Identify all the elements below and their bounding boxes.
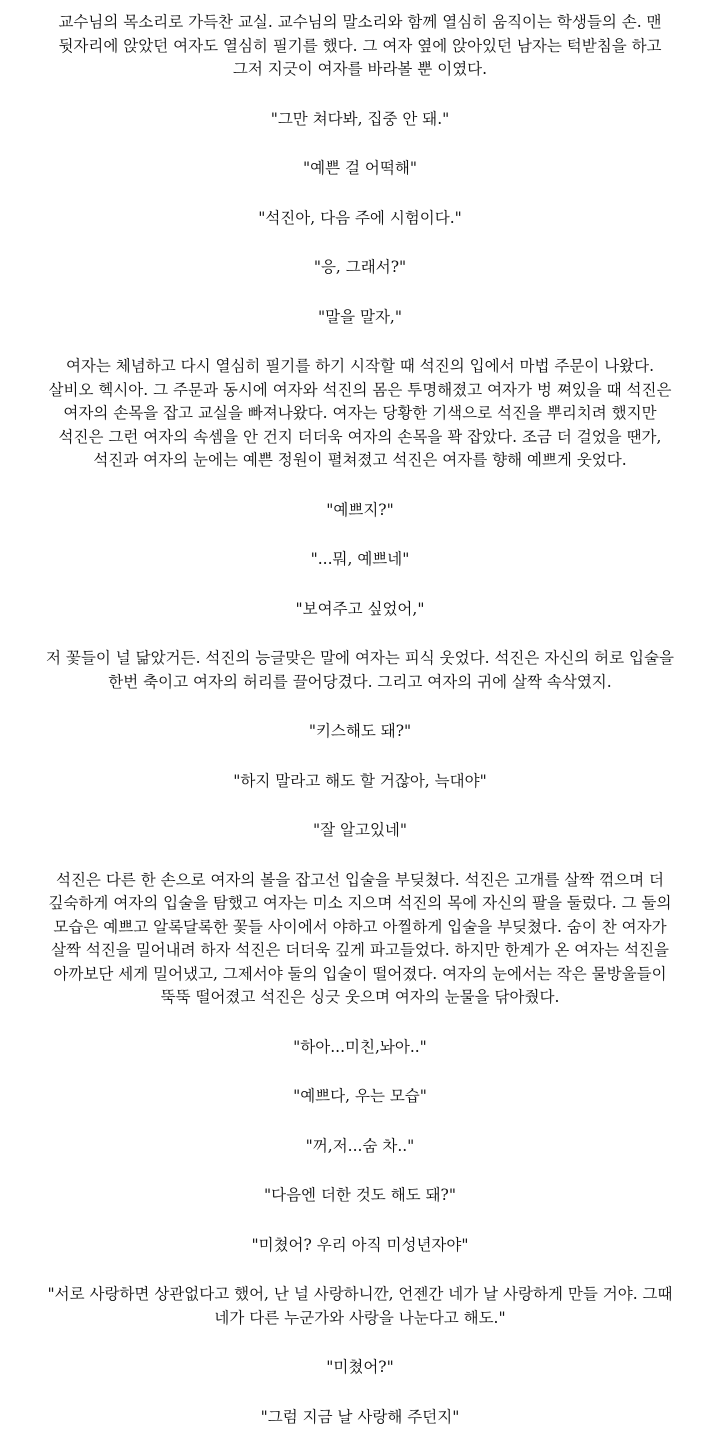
dialogue-line: "다음엔 더한 것도 해도 돼?" (263, 1186, 456, 1204)
narration-paragraph: 석진은 다른 한 손으로 여자의 볼을 잡고선 입술을 부딪쳤다. 석진은 고개를 살짝 꺾으며 더 깊숙하게 여자의 입술을 탐했고 여자는 미소 지으며 석진의 목에 자신의 팔을 둘렀다. 그 둘의 모습은 예쁘고 알록달록한 꽃들 사이에서 야하고 아찔하게 입술을 부딪쳤다. 숨이 찬 여자가 살짝 석진을 밀어내려 하자 석진은 더더욱 깊게 파고들었다. 하지만 한계가 온 여자는 석진을 아까보단 세게 밀어냈고, 그제서야 둘의 입술이 떨어졌다. 여자의 눈에서는 작은 물방울들이 뚝뚝 떨어졌고 석진은 싱긋 웃으며 여자의 눈물을 닦아줬다. (48, 870, 672, 1006)
dialogue-line: "그럼 지금 날 사랑해 주던지" (260, 1407, 460, 1426)
dialogue-line: "미쳤어? 우리 아직 미성년자야" (251, 1235, 469, 1254)
dialogue-line: "예쁘다, 우는 모습" (293, 1087, 427, 1105)
narration-paragraph: 교수님의 목소리로 가득찬 교실. 교수님의 말소리와 함께 열심히 움직이는 학생들의 손. 맨 뒷자리에 앉았던 여자도 열심히 필기를 했다. 그 여자 옆에 앉아있던 남자는 턱받침을 하고 그저 지긋이 여자를 바라볼 뿐 이였다. (58, 13, 662, 78)
narration-paragraph: 저 꽃들이 널 닮았거든. 석진의 능글맞은 말에 여자는 피식 웃었다. 석진은 자신의 허로 입술을 한번 축이고 여자의 허리를 끌어당겼다. 그리고 여자의 귀에 살짝 속삭였지. (46, 649, 674, 691)
dialogue-line: "미쳤어?" (326, 1358, 394, 1376)
dialogue-line: "예쁜 걸 어떡해" (303, 159, 417, 177)
dialogue-line: "예쁘지?" (326, 500, 394, 519)
dialogue-line: "꺼,저...숨 차.." (305, 1136, 415, 1155)
dialogue-line: "응, 그래서?" (313, 258, 407, 276)
dialogue-line: "말을 말자," (317, 307, 402, 326)
dialogue-line: "하아...미친,놔아.." (293, 1037, 427, 1056)
narration-paragraph: 여자는 체념하고 다시 열심히 필기를 하기 시작할 때 석진의 입에서 마법 주문이 나왔다. 살비오 헥시아. 그 주문과 동시에 여자와 석진의 몸은 투명해졌고 여자가 벙 쪄있을 때 석진은 여자의 손목을 잡고 교실을 빠져나왔다. 여자는 당황한 기색으로 석진을 뿌리치려 했지만 석진은 그런 여자의 속셈을 안 건지 더더욱 여자의 손목을 꽉 잡았다. 조금 더 걸었을 땐가, 석진과 여자의 눈에는 예쁜 정원이 펼쳐졌고 석진은 여자를 향해 예쁘게 웃었다. (48, 357, 672, 469)
dialogue-line: "키스해도 돼?" (308, 722, 412, 740)
dialogue-line: "석진아, 다음 주에 시험이다." (258, 208, 462, 227)
dialogue-line: "보여주고 싶었어," (295, 599, 425, 618)
dialogue-line: "그만 쳐다봐, 집중 안 돼." (270, 109, 450, 128)
dialogue-line: "하지 말라고 해도 할 거잖아, 늑대야" (233, 771, 487, 790)
dialogue-line: "서로 사랑하면 상관없다고 했어, 난 널 사랑하니깐, 언젠간 네가 날 사랑하게 만들 거야. 그때 네가 다른 누군가와 사랑을 나눈다고 해도." (47, 1285, 673, 1327)
dialogue-line: "...뭐, 예쁘네" (310, 550, 410, 568)
dialogue-line: "잘 알고있네" (312, 821, 408, 839)
